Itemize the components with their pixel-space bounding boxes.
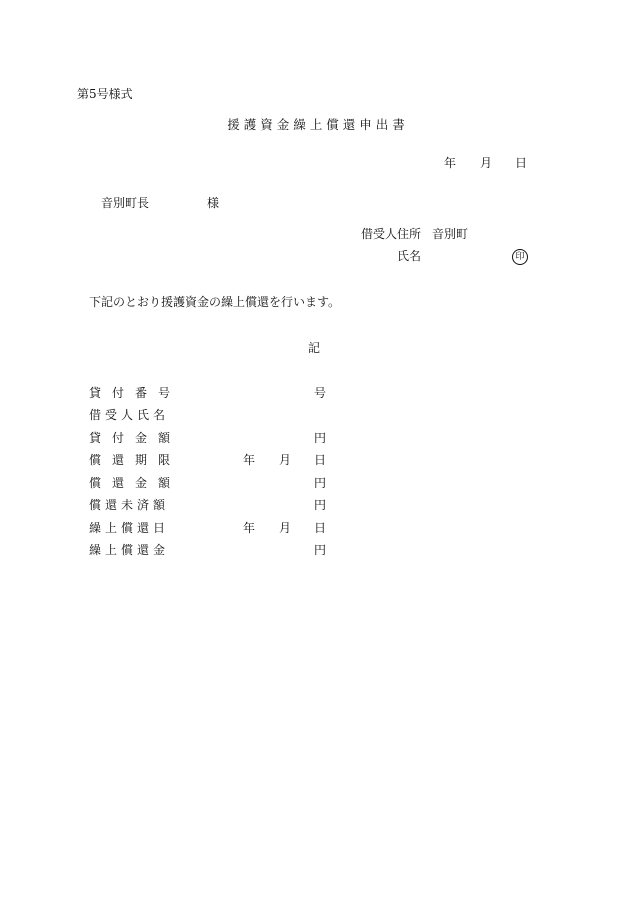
- item-unit-loan-number: 号: [314, 386, 327, 400]
- addressee-honorific: 様: [207, 196, 220, 210]
- date-day-label: 日: [515, 156, 528, 170]
- borrower-address-label: 借受人住所: [361, 227, 422, 241]
- item-label-loan-amount: 貸付金額: [89, 431, 182, 445]
- item-day-early-repayment-date: 日: [314, 521, 327, 535]
- body-text: 下記のとおり援護資金の繰上償還を行います。: [89, 295, 341, 309]
- document-title: 援護資金繰上償還申出書: [227, 117, 409, 132]
- form-number: 第5号様式: [77, 87, 133, 101]
- date-month-label: 月: [480, 156, 493, 170]
- borrower-address-value: 音別町: [432, 227, 469, 241]
- item-unit-repayment-amount: 円: [314, 476, 327, 490]
- item-unit-unpaid-amount: 円: [314, 498, 327, 512]
- item-year-repayment-deadline: 年: [243, 453, 256, 467]
- item-month-repayment-deadline: 月: [279, 453, 292, 467]
- item-unit-loan-amount: 円: [314, 431, 327, 445]
- borrower-name-label: 氏名: [397, 249, 422, 263]
- item-label-borrower-name: 借受人氏名: [89, 408, 170, 422]
- item-label-repayment-amount: 償還金額: [89, 476, 182, 490]
- item-label-repayment-deadline: 償還期限: [89, 453, 182, 467]
- date-year-label: 年: [444, 156, 457, 170]
- item-label-early-repayment-amount: 繰上償還金: [89, 543, 170, 557]
- item-label-early-repayment-date: 繰上償還日: [89, 521, 170, 535]
- addressee-name: 音別町長: [101, 196, 150, 210]
- item-unit-early-repayment-amount: 円: [314, 543, 327, 557]
- item-label-loan-number: 貸付番号: [89, 386, 182, 400]
- item-label-unpaid-amount: 償還未済額: [89, 498, 170, 512]
- item-day-repayment-deadline: 日: [314, 453, 327, 467]
- item-year-early-repayment-date: 年: [243, 521, 256, 535]
- seal-mark: 印: [512, 249, 528, 265]
- item-month-early-repayment-date: 月: [279, 521, 292, 535]
- ki-heading: 記: [308, 341, 321, 355]
